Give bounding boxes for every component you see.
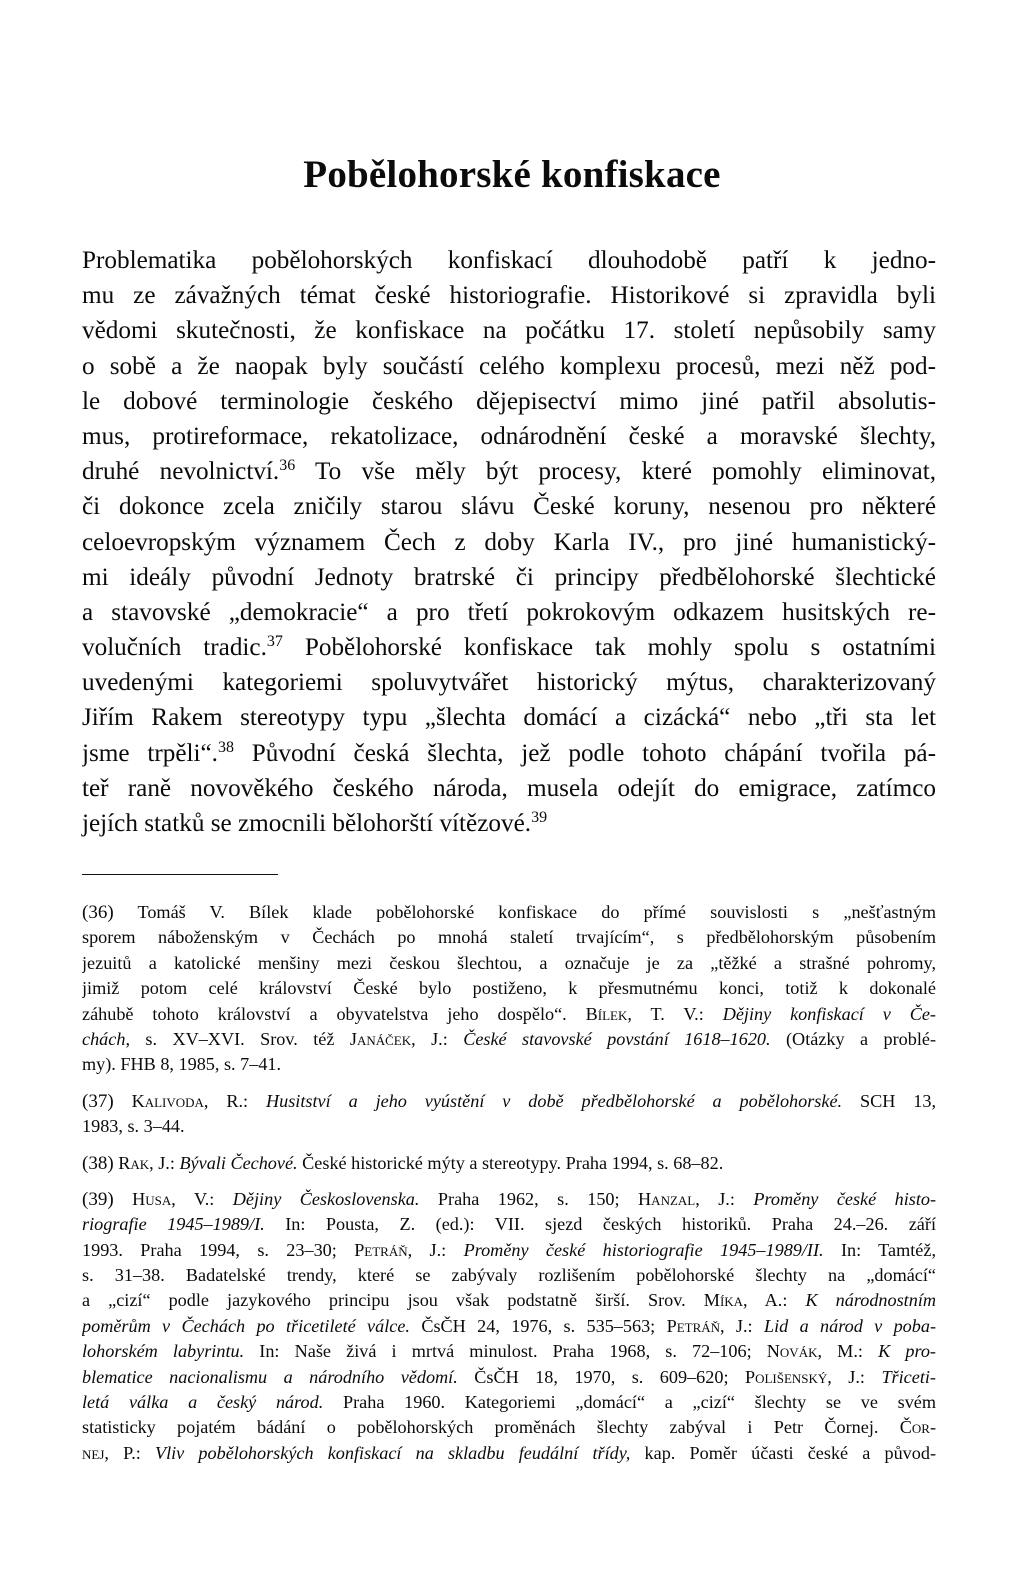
- footnote-line: [82, 1288, 936, 1313]
- body-text-fragment: Pobělohorské konfiskace tak mohly spolu s ostatními: [304, 634, 936, 662]
- footnote-line: my). FHB 8, 1985, s. 7–41.: [82, 1054, 282, 1075]
- footnote-divider: [82, 874, 278, 875]
- footnote-line: [82, 1314, 936, 1339]
- footnotes: [82, 900, 936, 1477]
- body-text-fragment: druhé nevolnictví.: [82, 458, 280, 486]
- citation-author: Janáček, J.:: [349, 1028, 448, 1049]
- body-text-fragment: jsme trpěli“.: [82, 739, 218, 767]
- footnote-ref-39[interactable]: 39: [531, 809, 548, 826]
- body-text-fragment: jejích statků se zmocnili bělohorští vítězové.: [82, 810, 532, 837]
- footnote-38: [82, 1151, 936, 1176]
- footnote-text: In: Naše živá i mrtvá minulost. Praha 1968, s. 72–106;: [259, 1341, 752, 1362]
- citation-title: riografie 1945–1989/I.: [82, 1214, 265, 1235]
- citation-author: nej, P.:: [82, 1442, 141, 1463]
- citation-title: Lid a národ v poba-: [763, 1315, 936, 1336]
- footnote-text: Tomáš V. Bílek klade pobělohorské konfiskace do přímé souvislosti s „nešťastným: [137, 902, 936, 922]
- footnote-39: [82, 1187, 936, 1466]
- citation-author: Polišenský, J.:: [744, 1366, 865, 1387]
- citation-title: Dějiny Československa.: [232, 1188, 420, 1209]
- citation-author: Novák, M.:: [766, 1341, 863, 1362]
- citation-author: Rak, J.:: [118, 1152, 175, 1173]
- citation-title: blematice nacionalismu a národního vědomí.: [82, 1366, 458, 1387]
- citation-author: Petráň, J.:: [666, 1315, 753, 1336]
- footnote-line: [82, 1415, 936, 1440]
- footnote-text: ČsČH 18, 1970, s. 609–620;: [474, 1366, 729, 1387]
- body-text-fragment: To vše měly být procesy, které pomohly eliminovat,: [315, 458, 936, 486]
- footnote-line: sporem náboženským v Čechách po mnohá staletí trvajícím“, s předbělohorským působením: [82, 927, 936, 948]
- footnote-text: kap. Poměr účasti české a původ-: [644, 1442, 936, 1463]
- footnote-line: [82, 1002, 936, 1027]
- footnote-line: jezuitů a katolické menšiny mezi českou šlechtou, a označuje je za „těžké a strašné pohromy,: [82, 952, 936, 973]
- citation-title: lohorském labyrintu.: [82, 1341, 245, 1362]
- footnote-line: [82, 1339, 936, 1364]
- page-title: Pobělohorské konfiskace: [303, 153, 721, 196]
- footnote-line: [82, 900, 936, 925]
- citation-title: Vliv pobělohorských konfiskací na skladbu feudální třídy,: [154, 1442, 631, 1463]
- citation-title: chách: [82, 1028, 126, 1049]
- footnote-number: (37): [82, 1090, 114, 1112]
- footnote-number: (38): [82, 1152, 114, 1174]
- body-line-with-ref: [82, 630, 936, 665]
- citation-author: Hanzal, J.:: [638, 1188, 735, 1209]
- body-line: vědomi skutečnosti, že konfiskace na počátku 17. století nepůsobily samy: [82, 317, 936, 345]
- footnote-text: Praha 1962, s. 150;: [437, 1188, 620, 1209]
- footnote-line: [82, 1089, 936, 1114]
- body-line: le dobové terminologie českého dějepisectví mimo jiné patřil absolutis-: [82, 387, 936, 415]
- footnote-text: záhubě tohoto království a obyvatelstva jeho dospělo“.: [82, 1003, 567, 1024]
- citation-title: Dějiny konfiskací v Če-: [722, 1003, 936, 1024]
- footnote-line: [82, 1151, 936, 1176]
- footnote-36: [82, 900, 936, 1078]
- footnote-line: 1983, s. 3–44.: [82, 1116, 185, 1137]
- citation-author: Petráň, J.:: [354, 1239, 447, 1260]
- citation-title: České stavovské povstání 1618–1620.: [463, 1028, 771, 1049]
- citation-author: Míka, A.:: [703, 1290, 788, 1311]
- footnote-number: (39): [82, 1188, 114, 1210]
- body-line: mu ze závažných témat české historiografie. Historikové si zpravidla byli: [82, 282, 936, 310]
- footnote-text: In: Pousta, Z. (ed.): VII. sjezd českých historiků. Praha 24.–26. září: [285, 1214, 936, 1235]
- body-line: mi ideály původní Jednoty bratrské či principy předbělohorské šlechtické: [82, 563, 936, 591]
- citation-title: Bývali Čechové.: [179, 1152, 298, 1173]
- body-line: uvedenými kategoriemi spoluvytvářet historický mýtus, charakterizovaný: [82, 669, 936, 697]
- citation-author: Čor-: [899, 1417, 936, 1438]
- citation-title: K národnostním: [805, 1290, 936, 1311]
- body-text-fragment: volučních tradic.: [82, 634, 267, 662]
- body-text-fragment: Původní česká šlechta, jež podle tohoto chápání tvořila pá-: [251, 739, 936, 767]
- citation-author: Kalivoda, R.:: [131, 1090, 249, 1111]
- body-line: mus, protireformace, rekatolizace, odnárodnění české a moravské šlechty,: [82, 422, 936, 450]
- body-line-with-ref: [82, 806, 936, 841]
- footnote-37: [82, 1089, 936, 1140]
- footnote-ref-36[interactable]: 36: [279, 457, 296, 475]
- footnote-text: , s. XV–XVI. Srov. též: [125, 1028, 335, 1049]
- citation-author: Bílek, T. V.:: [585, 1003, 704, 1024]
- body-line: či dokonce zcela zničily starou slávu České koruny, nesenou pro některé: [82, 493, 936, 521]
- footnote-text: statisticky pojatém bádání o pobělohorských proměnách šlechty zabýval i Petr Čornej.: [82, 1417, 879, 1438]
- footnote-text: 1993. Praha 1994, s. 23–30;: [82, 1239, 337, 1260]
- footnote-text: (Otázky a problé-: [786, 1028, 936, 1049]
- footnote-number: (36): [82, 902, 114, 923]
- body-line-with-ref: [82, 454, 936, 489]
- footnote-ref-37[interactable]: 37: [266, 633, 283, 651]
- footnote-text: ČsČH 24, 1976, s. 535–563;: [421, 1315, 656, 1336]
- citation-title: Proměny české histo-: [753, 1188, 936, 1209]
- body-paragraph: [82, 243, 936, 841]
- citation-title: poměrům v Čechách po třicetileté válce.: [82, 1315, 410, 1336]
- citation-title: letá válka a český národ.: [82, 1392, 324, 1413]
- citation-title: K pro-: [878, 1341, 936, 1362]
- body-line: o sobě a že naopak byly součástí celého komplexu procesů, mezi něž pod-: [82, 352, 936, 380]
- body-line: Problematika pobělohorských konfiskací dlouhodobě patří k jedno-: [82, 247, 936, 274]
- footnote-line: [82, 1390, 936, 1415]
- body-line-with-ref: [82, 736, 936, 771]
- footnote-line: [82, 1027, 936, 1052]
- footnote-line: jimiž potom celé království České bylo postiženo, k přesmutnému konci, totiž k dokonalé: [82, 978, 936, 999]
- body-line: celoevropským významem Čech z doby Karla IV., pro jiné humanistický-: [82, 528, 936, 556]
- footnote-text: SCH 13,: [860, 1090, 936, 1111]
- body-line: teř raně novověkého českého národa, musela odejít do emigrace, zatímco: [82, 774, 936, 802]
- footnote-line: [82, 1212, 936, 1237]
- citation-title: Třiceti-: [881, 1366, 936, 1387]
- footnote-line: [82, 1187, 936, 1212]
- body-line: a stavovské „demokracie“ a pro třetí pokrokovým odkazem husitských re-: [82, 598, 936, 626]
- body-line: Jiřím Rakem stereotypy typu „šlechta domácí a cizácká“ nebo „tři sta let: [82, 704, 936, 732]
- footnote-ref-38[interactable]: 38: [217, 738, 234, 756]
- footnote-line: [82, 1441, 936, 1466]
- footnote-text: In: Tamtéž,: [840, 1239, 936, 1260]
- footnote-text: a „cizí“ podle jazykového principu jsou však podstatně širší. Srov.: [82, 1290, 686, 1311]
- citation-author: Husa, V.:: [132, 1188, 215, 1209]
- footnote-text: České historické mýty a stereotypy. Praha 1994, s. 68–82.: [302, 1152, 724, 1173]
- footnote-line: [82, 1238, 936, 1263]
- citation-title: Husitství a jeho vyústění v době předbělohorské a pobělohorské.: [266, 1090, 843, 1111]
- citation-title: Proměny české historiografie 1945–1989/II.: [463, 1239, 824, 1260]
- footnote-text: Praha 1960. Kategoriemi „domácí“ a „cizí“ šlechty se ve svém: [343, 1392, 936, 1413]
- footnote-line: s. 31–38. Badatelské trendy, které se zabývaly rozlišením pobělohorské šlechty na „domácí“: [82, 1265, 936, 1286]
- footnote-line: [82, 1365, 936, 1390]
